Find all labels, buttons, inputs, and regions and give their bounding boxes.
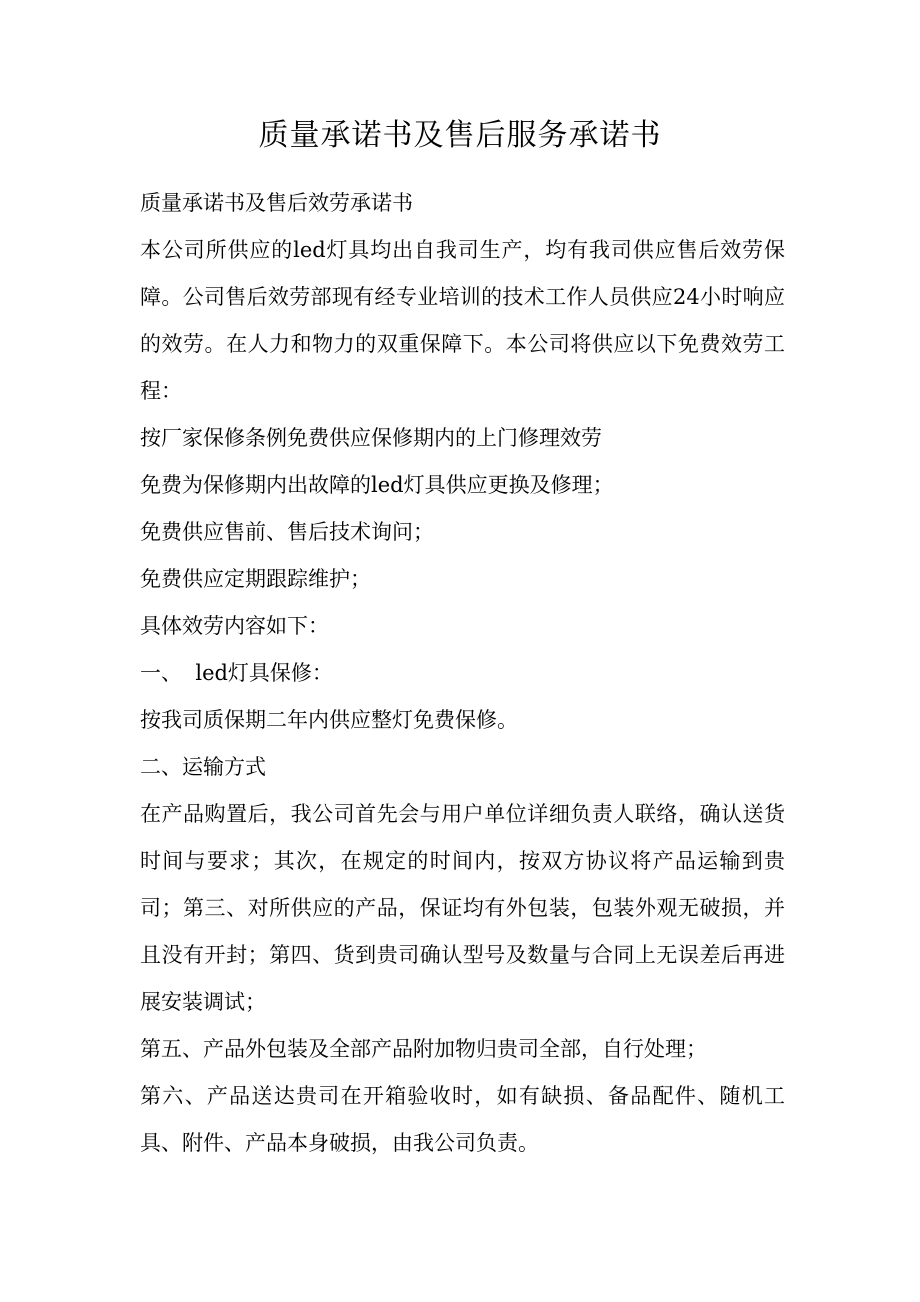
intro-paragraph: 本公司所供应的led灯具均出自我司生产，均有我司供应售后效劳保障。公司售后效劳部现有经专业培训的技术工作人员供应24小时响应的效劳。在人力和物力的双重保障下。本公司将供应以下免费效劳工程： [140, 238, 785, 403]
service-item-maintenance: 免费供应定期跟踪维护； [140, 567, 371, 591]
section-heading-warranty: 一、 led灯具保修： [140, 661, 333, 685]
transport-paragraph: 在产品购置后，我公司首先会与用户单位详细负责人联络，确认送货时间与要求；其次，在规定的时间内，按双方协议将产品运输到贵司；第三、对所供应的产品，保证均有外包装，包装外观无破损，并且没有开封；第四、货到贵司确认型号及数量与合同上无误差后再进展安装调试； [140, 802, 785, 1014]
warranty-paragraph: 按我司质保期二年内供应整灯免费保修。 [140, 708, 518, 732]
section-heading-transport: 二、运输方式 [140, 755, 266, 779]
inspection-paragraph: 第六、产品送达贵司在开箱验收时，如有缺损、备品配件、随机工具、附件、产品本身破损，由我公司负责。 [140, 1084, 785, 1155]
service-item-consulting: 免费供应售前、售后技术询问； [140, 520, 434, 544]
document-title: 质量承诺书及售后服务承诺书 [258, 118, 662, 153]
packaging-paragraph: 第五、产品外包装及全部产品附加物归贵司全部，自行处理； [140, 1037, 707, 1061]
details-heading: 具体效劳内容如下： [140, 614, 329, 638]
subtitle-paragraph: 质量承诺书及售后效劳承诺书 [140, 191, 413, 215]
document-body [140, 180, 785, 1167]
service-item-onsite-repair: 按厂家保修条例免费供应保修期内的上门修理效劳 [140, 426, 602, 450]
service-item-replacement: 免费为保修期内出故障的led灯具供应更换及修理； [140, 473, 614, 497]
